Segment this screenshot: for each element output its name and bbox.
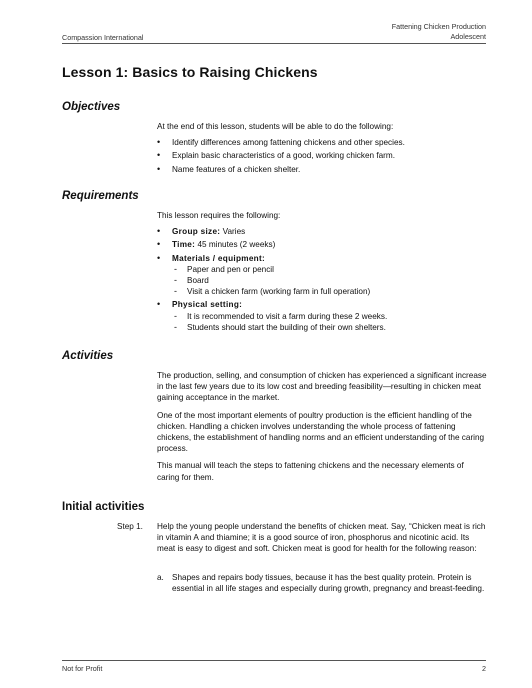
activities-paragraph: The production, selling, and consumption of chicken has experienced a significant increase in the last few years due to its low cost and breeding feasibility—resulting in chicken meat gaining acceptance in the market. <box>157 371 487 403</box>
list-item <box>157 299 487 333</box>
step-label: Step 1. <box>117 522 143 531</box>
list-item <box>157 253 487 298</box>
materials-label: Materials / equipment: <box>172 253 266 263</box>
activities-paragraph: One of the most important elements of poultry production is the efficient handling of the chicken. Handling a chicken involves understanding the whole process of fattening chickens, the establishment of handling norms and an efficient understanding of the caring process. <box>157 410 485 454</box>
sub-item-label: a. <box>157 573 164 582</box>
requirements-heading: Requirements <box>62 190 139 202</box>
requirements-list <box>157 226 487 333</box>
list-item <box>157 239 487 250</box>
footer-note: Not for Profit <box>62 664 103 673</box>
header-course-info <box>392 22 486 42</box>
list-item: • Identify differences among fattening chickens and other species. <box>157 137 487 148</box>
header-organization: Compassion International <box>62 33 144 42</box>
list-item <box>157 226 487 237</box>
sub-item-text: Shapes and repairs body tissues, because it has the best quality protein. Protein is essential in all life stages and especially during growth, pregnancy and breast-feeding. <box>172 573 485 594</box>
objectives-intro: At the end of this lesson, students will be able to do the following: <box>157 122 394 131</box>
list-item: - Board <box>172 275 487 286</box>
list-item: - Visit a chicken farm (working farm in full operation) <box>172 286 487 297</box>
activities-heading: Activities <box>62 350 114 362</box>
initial-activities-heading: Initial activities <box>62 501 145 513</box>
footer-divider <box>62 660 486 661</box>
physical-setting-label: Physical setting: <box>172 300 243 310</box>
list-item: - Paper and pen or pencil <box>172 264 487 275</box>
header-audience: Adolescent <box>450 32 486 41</box>
step-text: Help the young people understand the benefits of chicken meat. Say, “Chicken meat is rich in vitamin A and thiamine; it is a good source of iron, phosphorus and nicotinic acid. Its meat is easy to digest and soft. Chicken meat is good for health for the following reason: <box>157 522 486 554</box>
activities-section <box>157 370 487 483</box>
lesson-title: Lesson 1: Basics to Raising Chickens <box>62 64 318 80</box>
group-size-label: Group size: <box>172 227 221 237</box>
list-item: • Explain basic characteristics of a good, working chicken farm. <box>157 150 487 161</box>
time-value: 45 minutes (2 weeks) <box>197 240 276 250</box>
list-item: - It is recommended to visit a farm during these 2 weeks. <box>172 311 487 322</box>
materials-list <box>172 264 487 298</box>
list-item: - Students should start the building of their own shelters. <box>172 322 487 333</box>
objectives-section <box>157 121 487 175</box>
requirements-intro: This lesson requires the following: <box>157 211 281 220</box>
time-label: Time: <box>172 240 196 250</box>
activities-paragraph: This manual will teach the steps to fattening chickens and the necessary elements of caring for them. <box>157 461 464 482</box>
group-size-value: Varies <box>222 227 246 237</box>
page-number: 2 <box>482 664 486 673</box>
objectives-heading: Objectives <box>62 101 121 113</box>
physical-setting-list <box>172 311 487 333</box>
objectives-list <box>157 137 487 175</box>
list-item: • Name features of a chicken shelter. <box>157 164 487 175</box>
header-course: Fattening Chicken Production <box>391 22 486 31</box>
requirements-section <box>157 210 487 333</box>
header-divider <box>62 43 486 44</box>
